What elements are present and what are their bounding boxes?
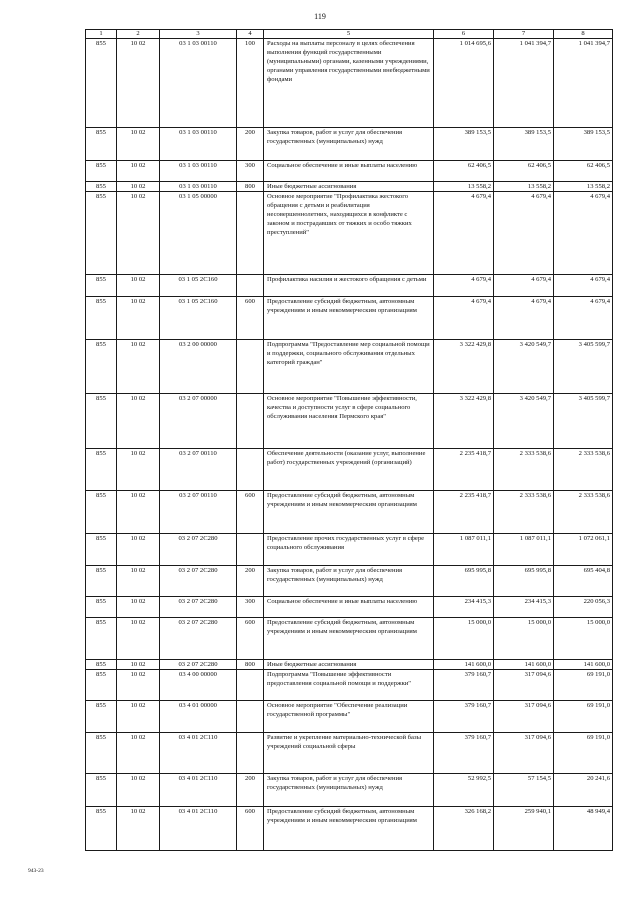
- target-article-cell: 03 2 07 00110: [160, 449, 237, 491]
- amount-year3-cell: 3 405 599,7: [554, 394, 613, 449]
- description-cell: Расходы на выплаты персоналу в целях обеспечения выполнения функций государственными (муниципальными) органами, казенными учреждениями, органами управления государственными внебюджетными фондами: [264, 39, 434, 128]
- amount-year3-cell: 2 333 538,6: [554, 449, 613, 491]
- section-code-cell: 10 02: [117, 597, 160, 618]
- amount-year3-cell: 48 949,4: [554, 807, 613, 851]
- amount-year2-cell: 317 094,6: [494, 670, 554, 701]
- table-row: [86, 39, 613, 128]
- table-row: [86, 566, 613, 597]
- description-cell: Подпрограмма "Предоставление мер социальной помощи и поддержки, социального обслуживания отдельных категорий граждан": [264, 340, 434, 394]
- description-cell: Обеспечение деятельности (оказание услуг, выполнение работ) государственных учреждений (организаций): [264, 449, 434, 491]
- description-cell: Закупка товаров, работ и услуг для обеспечения государственных (муниципальных) нужд: [264, 128, 434, 161]
- target-article-cell: 03 1 03 00110: [160, 182, 237, 192]
- description-cell: Предоставление субсидий бюджетным, автономным учреждениям и иным некоммерческим организациям: [264, 297, 434, 340]
- description-cell: Социальное обеспечение и иные выплаты населению: [264, 161, 434, 182]
- ministry-code-cell: 855: [86, 733, 117, 774]
- target-article-cell: 03 4 01 2C110: [160, 733, 237, 774]
- amount-year1-cell: 1 087 011,1: [434, 534, 494, 566]
- ministry-code-cell: 855: [86, 701, 117, 733]
- target-article-cell: 03 1 05 2C160: [160, 275, 237, 297]
- target-article-cell: 03 2 07 2C280: [160, 618, 237, 660]
- amount-year2-cell: 2 333 538,6: [494, 491, 554, 534]
- description-cell: Предоставление субсидий бюджетным, автономным учреждениям и иным некоммерческим организациям: [264, 491, 434, 534]
- expense-type-cell: [237, 275, 264, 297]
- amount-year1-cell: 2 235 418,7: [434, 449, 494, 491]
- expense-type-cell: [237, 701, 264, 733]
- table-row: [86, 618, 613, 660]
- table-header: [86, 30, 613, 39]
- table-row: [86, 394, 613, 449]
- table-row: [86, 275, 613, 297]
- table-row: [86, 340, 613, 394]
- target-article-cell: 03 1 03 00110: [160, 161, 237, 182]
- description-cell: Предоставление прочих государственных услуг в сфере социального обслуживания: [264, 534, 434, 566]
- amount-year1-cell: 2 235 418,7: [434, 491, 494, 534]
- table-row: [86, 491, 613, 534]
- expense-type-cell: [237, 340, 264, 394]
- amount-year1-cell: 1 014 695,6: [434, 39, 494, 128]
- amount-year3-cell: 4 679,4: [554, 275, 613, 297]
- description-cell: Подпрограмма "Повышение эффективности предоставления социальной помощи и поддержки": [264, 670, 434, 701]
- expense-type-cell: [237, 394, 264, 449]
- expense-type-cell: 600: [237, 807, 264, 851]
- amount-year1-cell: 326 168,2: [434, 807, 494, 851]
- section-code-cell: 10 02: [117, 192, 160, 275]
- target-article-cell: 03 2 07 2C280: [160, 597, 237, 618]
- expense-type-cell: 800: [237, 182, 264, 192]
- amount-year3-cell: 220 056,3: [554, 597, 613, 618]
- section-code-cell: 10 02: [117, 39, 160, 128]
- expense-type-cell: 200: [237, 566, 264, 597]
- amount-year1-cell: 15 000,0: [434, 618, 494, 660]
- page-number: 119: [314, 12, 326, 21]
- table-row: [86, 182, 613, 192]
- description-cell: Основное мероприятие "Обеспечение реализации государственной программы": [264, 701, 434, 733]
- section-code-cell: 10 02: [117, 275, 160, 297]
- table-row: [86, 774, 613, 807]
- amount-year2-cell: 389 153,5: [494, 128, 554, 161]
- amount-year2-cell: 62 406,5: [494, 161, 554, 182]
- target-article-cell: 03 4 00 00000: [160, 670, 237, 701]
- expense-type-cell: [237, 449, 264, 491]
- amount-year2-cell: 3 420 549,7: [494, 340, 554, 394]
- amount-year1-cell: 379 160,7: [434, 733, 494, 774]
- column-header: 8: [554, 30, 613, 39]
- ministry-code-cell: 855: [86, 297, 117, 340]
- expense-type-cell: 200: [237, 774, 264, 807]
- table-row: [86, 597, 613, 618]
- column-header: 3: [160, 30, 237, 39]
- budget-table: [85, 29, 613, 851]
- target-article-cell: 03 2 07 00000: [160, 394, 237, 449]
- section-code-cell: 10 02: [117, 297, 160, 340]
- amount-year3-cell: 69 191,0: [554, 701, 613, 733]
- target-article-cell: 03 2 07 2C280: [160, 534, 237, 566]
- ministry-code-cell: 855: [86, 39, 117, 128]
- table-row: [86, 807, 613, 851]
- description-cell: Развитие и укрепление материально-технической базы учреждений социальной сферы: [264, 733, 434, 774]
- section-code-cell: 10 02: [117, 394, 160, 449]
- amount-year1-cell: 379 160,7: [434, 670, 494, 701]
- ministry-code-cell: 855: [86, 161, 117, 182]
- ministry-code-cell: 855: [86, 774, 117, 807]
- amount-year2-cell: 4 679,4: [494, 275, 554, 297]
- ministry-code-cell: 855: [86, 192, 117, 275]
- section-code-cell: 10 02: [117, 161, 160, 182]
- amount-year1-cell: 13 558,2: [434, 182, 494, 192]
- amount-year1-cell: 234 415,3: [434, 597, 494, 618]
- description-cell: Закупка товаров, работ и услуг для обеспечения государственных (муниципальных) нужд: [264, 566, 434, 597]
- amount-year3-cell: 695 404,8: [554, 566, 613, 597]
- section-code-cell: 10 02: [117, 566, 160, 597]
- table-row: [86, 192, 613, 275]
- ministry-code-cell: 855: [86, 618, 117, 660]
- amount-year3-cell: 20 241,6: [554, 774, 613, 807]
- expense-type-cell: 800: [237, 660, 264, 670]
- target-article-cell: 03 4 01 2C110: [160, 807, 237, 851]
- amount-year1-cell: 3 322 429,8: [434, 394, 494, 449]
- amount-year3-cell: 62 406,5: [554, 161, 613, 182]
- amount-year2-cell: 259 940,1: [494, 807, 554, 851]
- amount-year3-cell: 4 679,4: [554, 297, 613, 340]
- table-row: [86, 670, 613, 701]
- column-header: 7: [494, 30, 554, 39]
- amount-year3-cell: 1 072 061,1: [554, 534, 613, 566]
- description-cell: Предоставление субсидий бюджетным, автономным учреждениям и иным некоммерческим организациям: [264, 618, 434, 660]
- amount-year1-cell: 4 679,4: [434, 297, 494, 340]
- column-header: 1: [86, 30, 117, 39]
- amount-year2-cell: 1 041 394,7: [494, 39, 554, 128]
- expense-type-cell: 100: [237, 39, 264, 128]
- amount-year2-cell: 1 087 011,1: [494, 534, 554, 566]
- table-row: [86, 733, 613, 774]
- amount-year3-cell: 4 679,4: [554, 192, 613, 275]
- ministry-code-cell: 855: [86, 660, 117, 670]
- ministry-code-cell: 855: [86, 597, 117, 618]
- ministry-code-cell: 855: [86, 491, 117, 534]
- amount-year1-cell: 52 992,5: [434, 774, 494, 807]
- section-code-cell: 10 02: [117, 340, 160, 394]
- amount-year3-cell: 389 153,5: [554, 128, 613, 161]
- amount-year2-cell: 4 679,4: [494, 297, 554, 340]
- table-row: [86, 449, 613, 491]
- amount-year2-cell: 57 154,5: [494, 774, 554, 807]
- amount-year3-cell: 2 333 538,6: [554, 491, 613, 534]
- amount-year2-cell: 3 420 549,7: [494, 394, 554, 449]
- ministry-code-cell: 855: [86, 807, 117, 851]
- amount-year2-cell: 317 094,6: [494, 701, 554, 733]
- table-row: [86, 297, 613, 340]
- expense-type-cell: [237, 733, 264, 774]
- target-article-cell: 03 2 07 00110: [160, 491, 237, 534]
- column-header: 4: [237, 30, 264, 39]
- ministry-code-cell: 855: [86, 394, 117, 449]
- target-article-cell: 03 1 05 00000: [160, 192, 237, 275]
- table-row: [86, 534, 613, 566]
- budget-table-container: [85, 29, 613, 851]
- target-article-cell: 03 2 07 2C280: [160, 660, 237, 670]
- section-code-cell: 10 02: [117, 534, 160, 566]
- section-code-cell: 10 02: [117, 660, 160, 670]
- ministry-code-cell: 855: [86, 340, 117, 394]
- description-cell: Иные бюджетные ассигнования: [264, 660, 434, 670]
- expense-type-cell: 600: [237, 491, 264, 534]
- target-article-cell: 03 1 03 00110: [160, 39, 237, 128]
- expense-type-cell: 300: [237, 161, 264, 182]
- amount-year1-cell: 3 322 429,8: [434, 340, 494, 394]
- ministry-code-cell: 855: [86, 182, 117, 192]
- amount-year1-cell: 141 600,0: [434, 660, 494, 670]
- table-row: [86, 660, 613, 670]
- ministry-code-cell: 855: [86, 275, 117, 297]
- target-article-cell: 03 1 03 00110: [160, 128, 237, 161]
- ministry-code-cell: 855: [86, 534, 117, 566]
- section-code-cell: 10 02: [117, 807, 160, 851]
- amount-year3-cell: 13 558,2: [554, 182, 613, 192]
- target-article-cell: 03 2 07 2C280: [160, 566, 237, 597]
- column-header: 5: [264, 30, 434, 39]
- amount-year2-cell: 141 600,0: [494, 660, 554, 670]
- expense-type-cell: 600: [237, 297, 264, 340]
- column-header: 2: [117, 30, 160, 39]
- expense-type-cell: 200: [237, 128, 264, 161]
- footer-code: 943-23: [28, 868, 44, 874]
- amount-year3-cell: 141 600,0: [554, 660, 613, 670]
- amount-year2-cell: 2 333 538,6: [494, 449, 554, 491]
- amount-year2-cell: 695 995,8: [494, 566, 554, 597]
- section-code-cell: 10 02: [117, 491, 160, 534]
- ministry-code-cell: 855: [86, 128, 117, 161]
- amount-year2-cell: 13 558,2: [494, 182, 554, 192]
- section-code-cell: 10 02: [117, 733, 160, 774]
- column-number-row: [86, 30, 613, 39]
- amount-year2-cell: 4 679,4: [494, 192, 554, 275]
- amount-year3-cell: 69 191,0: [554, 670, 613, 701]
- amount-year3-cell: 3 405 599,7: [554, 340, 613, 394]
- section-code-cell: 10 02: [117, 774, 160, 807]
- amount-year3-cell: 15 000,0: [554, 618, 613, 660]
- amount-year1-cell: 379 160,7: [434, 701, 494, 733]
- description-cell: Закупка товаров, работ и услуг для обеспечения государственных (муниципальных) нужд: [264, 774, 434, 807]
- amount-year2-cell: 234 415,3: [494, 597, 554, 618]
- description-cell: Основное мероприятие "Повышение эффективности, качества и доступности услуг в сфере социального обслуживания населения Пермского края": [264, 394, 434, 449]
- table-row: [86, 128, 613, 161]
- target-article-cell: 03 2 00 00000: [160, 340, 237, 394]
- amount-year1-cell: 4 679,4: [434, 275, 494, 297]
- amount-year3-cell: 1 041 394,7: [554, 39, 613, 128]
- amount-year3-cell: 69 191,0: [554, 733, 613, 774]
- ministry-code-cell: 855: [86, 449, 117, 491]
- description-cell: Основное мероприятие "Профилактика жестокого обращения с детьми и реабилитация несовершеннолетних, находящихся в конфликте с законом и пострадавших от тяжких и особо тяжких преступлений": [264, 192, 434, 275]
- description-cell: Иные бюджетные ассигнования: [264, 182, 434, 192]
- section-code-cell: 10 02: [117, 618, 160, 660]
- description-cell: Профилактика насилия и жестокого обращения с детьми: [264, 275, 434, 297]
- amount-year1-cell: 695 995,8: [434, 566, 494, 597]
- table-row: [86, 701, 613, 733]
- amount-year1-cell: 389 153,5: [434, 128, 494, 161]
- ministry-code-cell: 855: [86, 670, 117, 701]
- section-code-cell: 10 02: [117, 449, 160, 491]
- table-row: [86, 161, 613, 182]
- amount-year1-cell: 62 406,5: [434, 161, 494, 182]
- description-cell: Предоставление субсидий бюджетным, автономным учреждениям и иным некоммерческим организациям: [264, 807, 434, 851]
- ministry-code-cell: 855: [86, 566, 117, 597]
- section-code-cell: 10 02: [117, 128, 160, 161]
- section-code-cell: 10 02: [117, 670, 160, 701]
- target-article-cell: 03 4 01 2C110: [160, 774, 237, 807]
- amount-year2-cell: 317 094,6: [494, 733, 554, 774]
- expense-type-cell: [237, 670, 264, 701]
- expense-type-cell: 300: [237, 597, 264, 618]
- section-code-cell: 10 02: [117, 182, 160, 192]
- amount-year1-cell: 4 679,4: [434, 192, 494, 275]
- column-header: 6: [434, 30, 494, 39]
- table-body: [86, 39, 613, 851]
- target-article-cell: 03 4 01 00000: [160, 701, 237, 733]
- expense-type-cell: [237, 534, 264, 566]
- section-code-cell: 10 02: [117, 701, 160, 733]
- target-article-cell: 03 1 05 2C160: [160, 297, 237, 340]
- expense-type-cell: 600: [237, 618, 264, 660]
- description-cell: Социальное обеспечение и иные выплаты населению: [264, 597, 434, 618]
- expense-type-cell: [237, 192, 264, 275]
- amount-year2-cell: 15 000,0: [494, 618, 554, 660]
